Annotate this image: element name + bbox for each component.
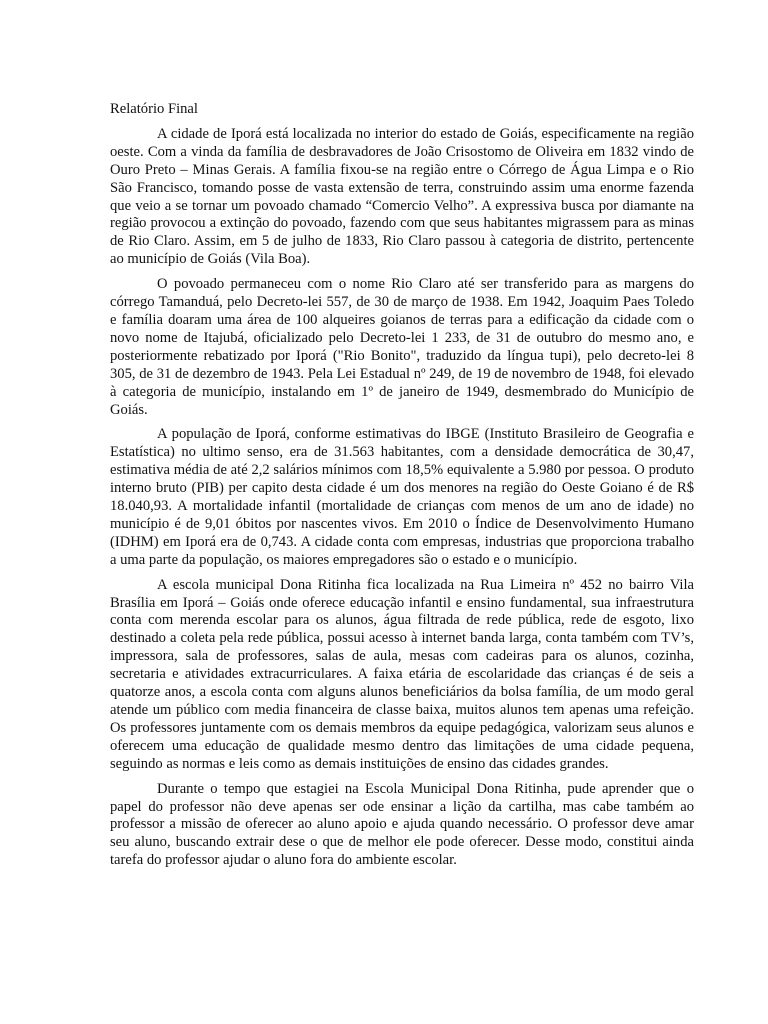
paragraph-4: A escola municipal Dona Ritinha fica localizada na Rua Limeira nº 452 no bairro Vila Brasília em Iporá – Goiás onde oferece educação infantil e ensino fundamental, sua infraestrutura conta com merenda escolar para os alunos, água filtrada de rede pública, rede de esgoto, lixo destinado a coleta pela rede pública, possui acesso à internet banda larga, conta também com TV’s, impressora, sala de professores, salas de aula, mesas com cadeiras para os alunos, cozinha, secretaria e atividades extracurriculares. A faixa etária de escolaridade das crianças é de seis a quatorze anos, a escola conta com alguns alunos beneficiários da bolsa família, de um modo geral atende um público com media financeira de classe baixa, muitos alunos tem apenas uma refeição. Os professores juntamente com os demais membros da equipe pedagógica, valorizam seus alunos e oferecem uma educação de qualidade mesmo dentro das limitações de uma cidade pequena, seguindo as normas e leis como as demais instituições de ensino das cidades grandes. (110, 576, 694, 772)
paragraph-1: A cidade de Iporá está localizada no interior do estado de Goiás, especificamente na região oeste. Com a vinda da família de desbravadores de João Crisostomo de Oliveira em 1832 vindo de Ouro Preto – Minas Gerais. A família fixou-se na região entre o Córrego de Água Limpa e o Rio São Francisco, tomando posse de vasta extensão de terra, construindo assim uma enorme fazenda que veio a se tornar um povoado chamado “Comercio Velho”. A expressiva busca por diamante na região provocou a extinção do povoado, fazendo com que seus habitantes migrassem para as minas de Rio Claro. Assim, em 5 de julho de 1833, Rio Claro passou à categoria de distrito, pertencente ao município de Goiás (Vila Boa). (110, 125, 694, 268)
document-title: Relatório Final (110, 101, 198, 117)
paragraph-2: O povoado permaneceu com o nome Rio Claro até ser transferido para as margens do córrego Tamanduá, pelo Decreto-lei 557, de 30 de março de 1938. Em 1942, Joaquim Paes Toledo e família doaram uma área de 100 alqueires goianos de terras para a edificação da cidade com o novo nome de Itajubá, oficializado pelo Decreto-lei 1 233, de 31 de outubro do mesmo ano, e posteriormente rebatizado por Iporá ("Rio Bonito", traduzido da língua tupi), pelo decreto-lei 8 305, de 31 de dezembro de 1943. Pela Lei Estadual nº 249, de 19 de novembro de 1948, foi elevado à categoria de município, instalando em 1º de janeiro de 1949, desmembrado do Município de Goiás. (110, 276, 694, 418)
paragraph-5: Durante o tempo que estagiei na Escola Municipal Dona Ritinha, pude aprender que o papel do professor não deve apenas ser ode ensinar a lição da cartilha, mas cabe também ao professor a missão de oferecer ao aluno apoio e ajuda quando necessário. O professor deve amar seu aluno, buscando extrair dese o que de melhor ele pode oferecer. Desse modo, constitui ainda tarefa do professor ajudar o aluno fora do ambiente escolar. (110, 780, 694, 869)
paragraph-3: A população de Iporá, conforme estimativas do IBGE (Instituto Brasileiro de Geografia e Estatística) no ultimo senso, era de 31.563 habitantes, com a densidade democrática de 30,47, estimativa média de até 2,2 salários mínimos com 18,5% equivalente a 5.980 por pessoa. O produto interno bruto (PIB) per capito desta cidade é um dos menores na região do Oeste Goiano é de R$ 18.040,93. A mortalidade infantil (mortalidade de crianças com menos de um ano de idade) no município é de 9,01 óbitos por nascentes vivos. Em 2010 o Índice de Desenvolvimento Humano (IDHM) em Iporá era de 0,743. A cidade conta com empresas, industrias que proporciona trabalho a uma parte da população, os maiores empregadores são o estado e o município. (110, 426, 694, 568)
document-page (110, 101, 694, 877)
